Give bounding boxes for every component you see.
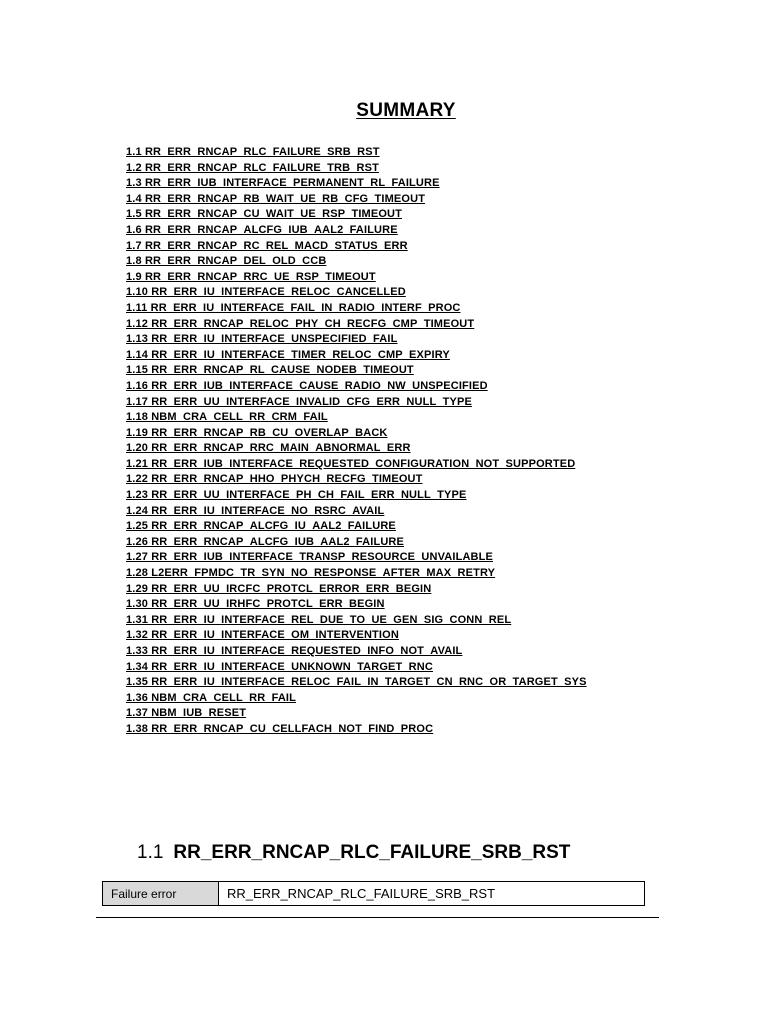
toc-link[interactable]: 1.1 RR_ERR_RNCAP_RLC_FAILURE_SRB_RST bbox=[126, 146, 380, 158]
toc-link[interactable]: 1.3 RR_ERR_IUB_INTERFACE_PERMANENT_RL_FAILURE bbox=[126, 177, 440, 190]
toc-link[interactable]: 1.15 RR_ERR_RNCAP_RL_CAUSE_NODEB_TIMEOUT bbox=[126, 364, 414, 377]
toc-link[interactable]: 1.6 RR_ERR_RNCAP_ALCFG_IUB_AAL2_FAILURE bbox=[126, 223, 398, 236]
toc-link[interactable]: 1.8 RR_ERR_RNCAP_DEL_OLD_CCB bbox=[126, 255, 327, 268]
toc-link[interactable]: 1.12 RR_ERR_RNCAP_RELOC_PHY_CH_RECFG_CMP_TIMEOUT bbox=[126, 317, 475, 330]
toc-link[interactable]: 1.18 NBM_CRA_CELL_RR_CRM_FAIL bbox=[126, 411, 328, 424]
toc-link[interactable]: 1.31 RR_ERR_IU_INTERFACE_REL_DUE_TO_UE_GEN_SIG_CONN_REL bbox=[126, 613, 512, 626]
toc-link[interactable]: 1.7 RR_ERR_RNCAP_RC_REL_MACD_STATUS_ERR bbox=[126, 239, 408, 252]
toc-link[interactable]: 1.2 RR_ERR_RNCAP_RLC_FAILURE_TRB_RST bbox=[126, 161, 379, 174]
table-of-contents bbox=[126, 145, 587, 738]
toc-link[interactable]: 1.20 RR_ERR_RNCAP_RRC_MAIN_ABNORMAL_ERR bbox=[126, 442, 411, 455]
toc-link[interactable]: 1.22 RR_ERR_RNCAP_HHO_PHYCH_RECFG_TIMEOUT bbox=[126, 473, 423, 486]
toc-link[interactable]: 1.16 RR_ERR_IUB_INTERFACE_CAUSE_RADIO_NW_UNSPECIFIED bbox=[126, 379, 488, 392]
table-row bbox=[103, 882, 645, 906]
toc-link[interactable]: 1.36 NBM_CRA_CELL_RR_FAIL bbox=[126, 691, 297, 704]
toc-link[interactable]: 1.19 RR_ERR_RNCAP_RB_CU_OVERLAP_BACK bbox=[126, 426, 388, 439]
toc-link[interactable]: 1.10 RR_ERR_IU_INTERFACE_RELOC_CANCELLED bbox=[126, 286, 406, 299]
toc-link[interactable]: 1.26 RR_ERR_RNCAP_ALCFG_IUB_AAL2_FAILURE bbox=[126, 535, 405, 548]
toc-link[interactable]: 1.25 RR_ERR_RNCAP_ALCFG_IU_AAL2_FAILURE bbox=[126, 520, 396, 533]
toc-link[interactable]: 1.33 RR_ERR_IU_INTERFACE_REQUESTED_INFO_NOT_AVAIL bbox=[126, 645, 463, 657]
toc-link[interactable]: 1.34 RR_ERR_IU_INTERFACE_UNKNOWN_TARGET_RNC bbox=[126, 660, 433, 673]
toc-link[interactable]: 1.21 RR_ERR_IUB_INTERFACE_REQUESTED_CONFIGURATION_NOT_SUPPORTED bbox=[126, 457, 576, 470]
failure-error-value: RR_ERR_RNCAP_RLC_FAILURE_SRB_RST bbox=[219, 882, 645, 906]
toc-link[interactable]: 1.27 RR_ERR_IUB_INTERFACE_TRANSP_RESOURCE_UNVAILABLE bbox=[126, 551, 494, 564]
toc-link[interactable]: 1.30 RR_ERR_UU_IRHFC_PROTCL_ERR_BEGIN bbox=[126, 598, 385, 611]
toc-link[interactable]: 1.35 RR_ERR_IU_INTERFACE_RELOC_FAIL_IN_TARGET_CN_RNC_OR_TARGET_SYS bbox=[126, 676, 587, 689]
failure-error-label: Failure error bbox=[103, 882, 219, 906]
toc-link[interactable]: 1.32 RR_ERR_IU_INTERFACE_OM_INTERVENTION bbox=[126, 629, 399, 642]
toc-link[interactable]: 1.4 RR_ERR_RNCAP_RB_WAIT_UE_RB_CFG_TIMEOUT bbox=[126, 192, 426, 205]
toc-link[interactable]: 1.13 RR_ERR_IU_INTERFACE_UNSPECIFIED_FAIL bbox=[126, 333, 398, 346]
toc-link[interactable]: 1.38 RR_ERR_RNCAP_CU_CELLFACH_NOT_FIND_PROC bbox=[126, 722, 434, 735]
toc-link[interactable]: 1.5 RR_ERR_RNCAP_CU_WAIT_UE_RSP_TIMEOUT bbox=[126, 208, 403, 221]
section-heading bbox=[137, 842, 570, 864]
summary-title: SUMMARY bbox=[356, 100, 456, 121]
toc-link[interactable]: 1.17 RR_ERR_UU_INTERFACE_INVALID_CFG_ERR_NULL_TYPE bbox=[126, 395, 472, 408]
toc-link[interactable]: 1.9 RR_ERR_RNCAP_RRC_UE_RSP_TIMEOUT bbox=[126, 270, 376, 283]
toc-link[interactable]: 1.23 RR_ERR_UU_INTERFACE_PH_CH_FAIL_ERR_NULL_TYPE bbox=[126, 489, 467, 502]
toc-link[interactable]: 1.37 NBM_IUB_RESET bbox=[126, 707, 247, 720]
toc-link[interactable]: 1.28 L2ERR_FPMDC_TR_SYN_NO_RESPONSE_AFTER_MAX_RETRY bbox=[126, 567, 496, 580]
toc-link[interactable]: 1.11 RR_ERR_IU_INTERFACE_FAIL_IN_RADIO_INTERF_PROC bbox=[126, 301, 461, 314]
toc-link[interactable]: 1.24 RR_ERR_IU_INTERFACE_NO_RSRC_AVAIL bbox=[126, 504, 385, 517]
toc-link[interactable]: 1.14 RR_ERR_IU_INTERFACE_TIMER_RELOC_CMP_EXPIRY bbox=[126, 348, 450, 361]
section-number: 1.1 bbox=[137, 842, 164, 863]
toc-link[interactable]: 1.29 RR_ERR_UU_IRCFC_PROTCL_ERROR_ERR_BEGIN bbox=[126, 582, 432, 595]
failure-error-table bbox=[102, 881, 645, 906]
divider bbox=[96, 917, 659, 918]
section-title: RR_ERR_RNCAP_RLC_FAILURE_SRB_RST bbox=[173, 842, 571, 863]
